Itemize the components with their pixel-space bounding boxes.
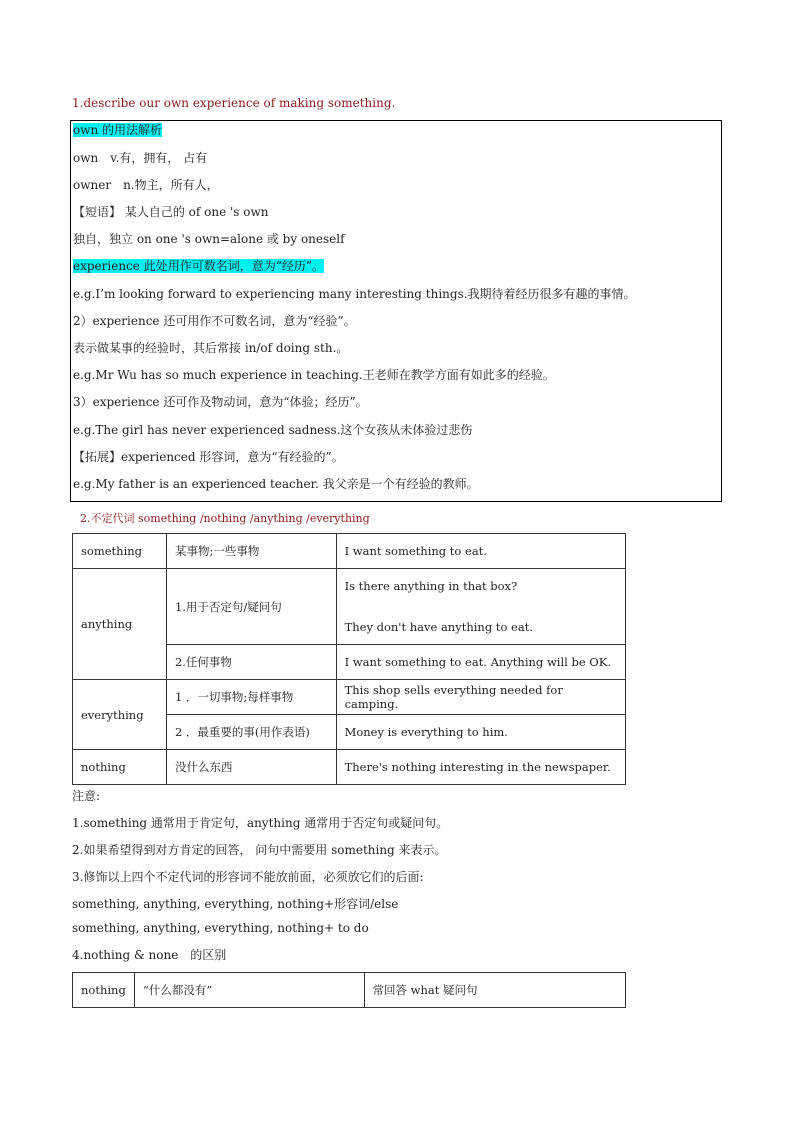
table-cell-word: everything [73,680,167,750]
box-line: e.g.Mr Wu has so much experience in teaching.王老师在教学方面有如此多的经验。 [73,368,555,382]
table-row [73,534,626,569]
box-line: 【拓展】experienced 形容词，意为“有经验的”。 [73,450,344,464]
box-line: 2）experience 还可用作不可数名词，意为“经验”。 [73,314,356,328]
box-line: e.g.The girl has never experienced sadness.这个女孩从未体验过悲伤 [73,423,473,437]
example-line: They don't have anything to eat. [344,620,533,634]
box-line: 表示做某事的经验时，其后常接 in/of doing sth.。 [73,341,349,355]
table-row [73,750,626,785]
box-line: own v.有，拥有， 占有 [73,151,208,165]
table-cell-example: I want something to eat. Anything will be OK. [336,645,625,680]
table-cell-meaning: 2.任何事物 [166,645,336,680]
box-line: owner n.物主，所有人， [73,178,219,192]
table-cell-example: Money is everything to him. [336,715,625,750]
example-line: Is there anything in that box? [344,579,518,593]
nothing-none-table [72,972,626,1008]
table-cell-example: There's nothing interesting in the newspaper. [336,750,625,785]
table-cell-usage: 常回答 what 疑问句 [364,973,626,1008]
pronoun-table [72,533,626,785]
table-cell-meaning: 1.用于否定句/疑问句 [166,569,336,645]
note-line: 1.something 通常用于肯定句，anything 通常用于否定句或疑问句。 [72,816,449,830]
table-cell-word: anything [73,569,167,680]
box-line-experience-title: experience 此处用作可数名词，意为“经历”。 [73,259,324,273]
table-cell-meaning: “什么都没有” [134,973,364,1008]
section-heading-1: 1.describe our own experience of making something. [72,96,396,110]
table-cell-meaning: 某事物;一些事物 [166,534,336,569]
note-line: something, anything, everything, nothing+形容词/else [72,897,399,911]
table-row [73,569,626,645]
box-line-own-title: own 的用法解析 [73,123,163,137]
table-cell-word: nothing [73,750,167,785]
box-line: 3）experience 还可作及物动词，意为“体验；经历”。 [73,395,368,409]
table-cell-meaning: 没什么东西 [166,750,336,785]
table-cell-meaning: 1 ．一切事物;每样事物 [166,680,336,715]
table-cell-example: I want something to eat. [336,534,625,569]
box-line: 独自，独立 on one 's own=alone 或 by oneself [73,232,345,246]
table-cell-example: This shop sells everything needed for camping. [336,680,625,715]
note-line: 4.nothing & none 的区别 [72,948,227,962]
section-heading-2: 2.不定代词 something /nothing /anything /everything [80,512,370,525]
own-experience-box [70,120,722,502]
note-line: something, anything, everything, nothing+ to do [72,921,369,935]
note-line: 2.如果希望得到对方肯定的回答， 问句中需要用 something 来表示。 [72,843,447,857]
table-row [73,973,626,1008]
table-cell-example [336,569,625,645]
table-cell-meaning: 2 ．最重要的事(用作表语) [166,715,336,750]
note-title: 注意: [72,789,101,803]
note-line: 3.修饰以上四个不定代词的形容词不能放前面，必须放它们的后面: [72,870,424,884]
table-cell-word: something [73,534,167,569]
table-cell-word: nothing [73,973,135,1008]
box-line: e.g.I’m looking forward to experiencing many interesting things.我期待着经历很多有趣的事情。 [73,287,636,301]
box-line: e.g.My father is an experienced teacher. 我父亲是一个有经验的教师。 [73,477,479,491]
table-row [73,680,626,715]
box-line: 【短语】 某人自己的 of one 's own [73,205,269,219]
